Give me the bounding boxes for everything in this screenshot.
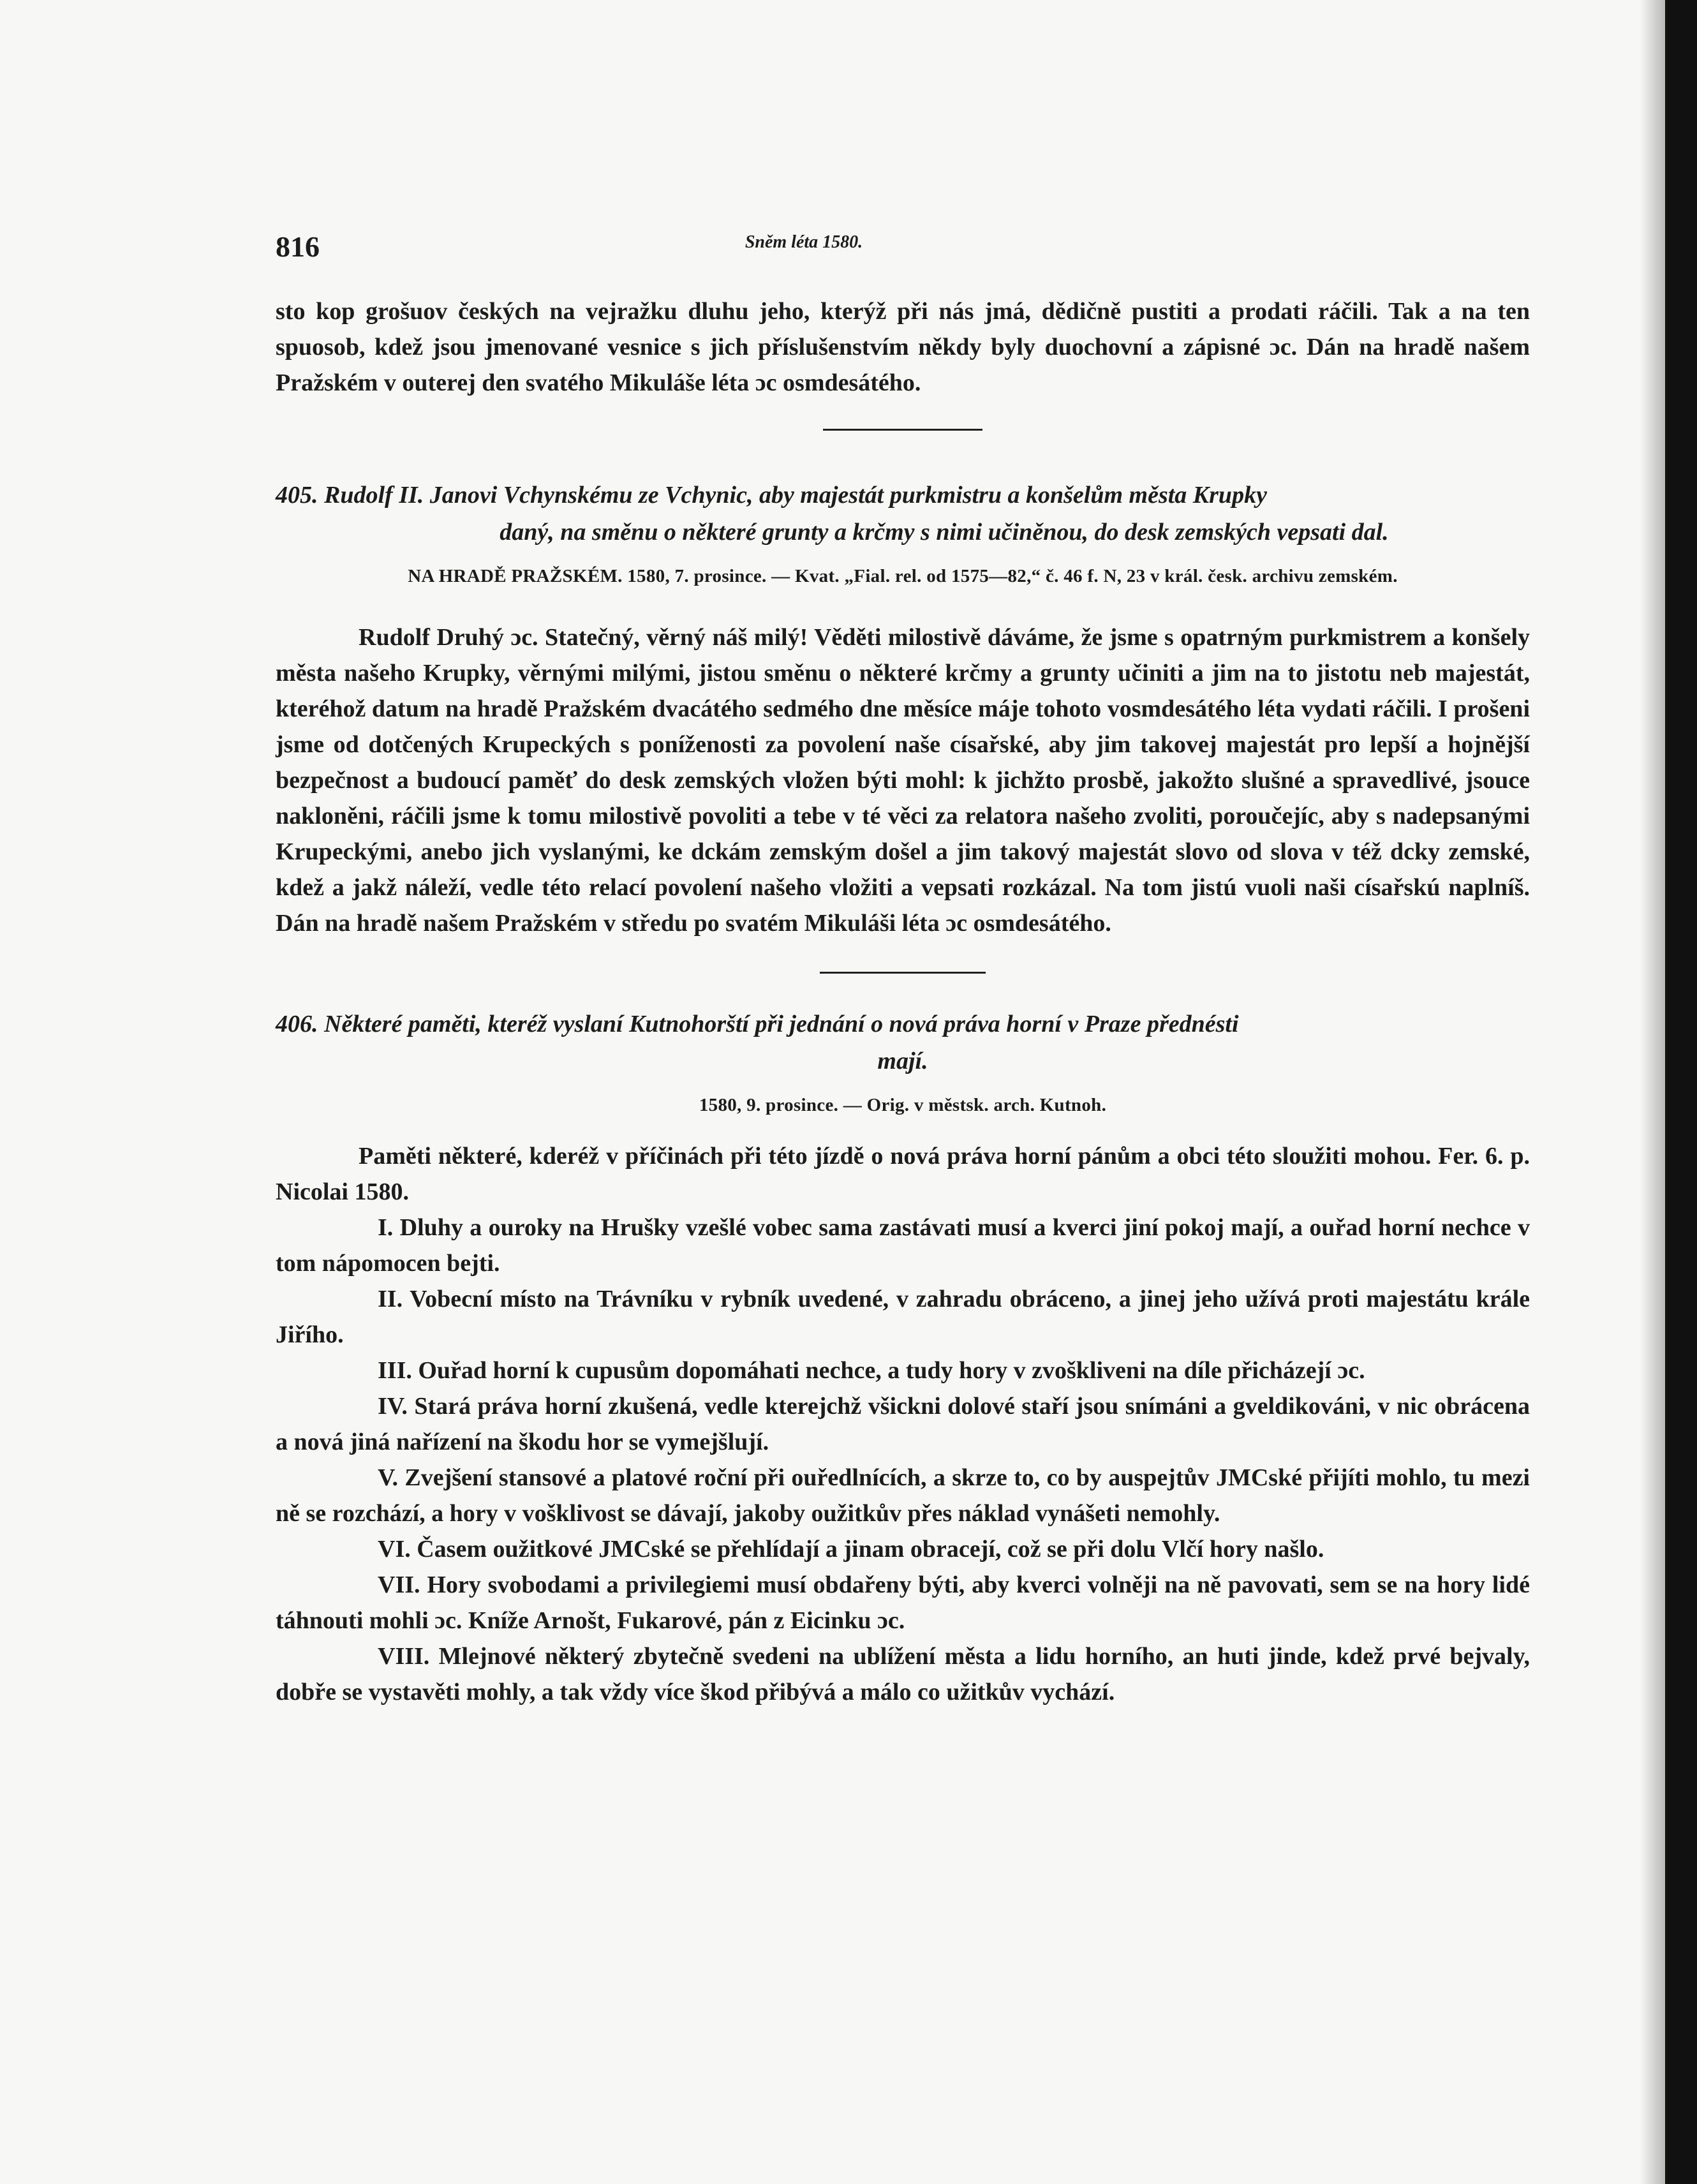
doc406-item: VI. Časem oužitkové JMCské se přehlídají a jinam obracejí, což se při dolu Vlčí hory našlo. xyxy=(378,1536,1324,1563)
doc406-title-line1: Některé paměti, kteréž vyslaní Kutnohorští při jednání o nová práva horní v Praze přednésti xyxy=(324,1011,1239,1037)
section-divider xyxy=(820,972,986,974)
page-edge-shadow xyxy=(1640,0,1665,2184)
document-405 xyxy=(276,477,1530,941)
doc406-source: 1580, 9. prosince. — Orig. v městsk. arch. Kutnoh. xyxy=(699,1095,1107,1115)
section-divider xyxy=(823,429,982,431)
doc406-item: V. Zvejšení stansové a platové roční při ouředlnících, a skrze to, co by auspejtův JMCské přijíti mohlo, tu mezi ně se rozchází, a hory v vošklivost se dávají, jakoby oužitkův přes náklad vynášeti nemohly. xyxy=(276,1464,1530,1527)
doc405-title-line1: Rudolf II. Janovi Vchynskému ze Vchynic, aby majestát purkmistru a konšelům města Krupky xyxy=(324,482,1267,509)
doc405-title-line2: daný, na směnu o některé grunty a krčmy s nimi učiněnou, do desk zemských vepsati dal. xyxy=(500,519,1389,546)
intro-paragraph: sto kop grošuov českých na vejražku dluhu jeho, kterýž při nás jmá, dědičně pustiti a prodati ráčili. Tak a na ten spuosob, kdež jsou jmenované vesnice s jich příslušenstvím někdy byly duochovní a zápisné ɔc. Dán na hradě našem Pražském v outerej den svatého Mikuláše léta ɔc osmdesátého. xyxy=(276,298,1530,396)
doc406-title-line2: mají. xyxy=(877,1048,928,1074)
doc406-heading xyxy=(276,1006,1530,1080)
doc406-item: III. Ouřad horní k cupusům dopomáhati nechce, a tudy hory v zvoškliveni na díle přicházejí ɔc. xyxy=(378,1357,1365,1384)
doc406-intro: Paměti některé, kderéž v příčinách při této jízdě o nová práva horní pánům a obci této sloužiti mohou. Fer. 6. p. Nicolai 1580. xyxy=(276,1143,1530,1205)
doc406-item: IV. Stará práva horní zkušená, vedle kterejchž všickni dolové staří jsou snímáni a gveldikováni, v nic obrácena a nová jiná nařízení na škodu hor se vymejšlují. xyxy=(276,1393,1530,1455)
doc406-item: VIII. Mlejnové některý zbytečně svedeni na ublížení města a lidu horního, an huti jinde, kdež prvé bejvaly, dobře se vystavěti mohly, a tak vždy více škod přibývá a málo co užitkův vychází. xyxy=(276,1643,1530,1705)
doc406-item: I. Dluhy a ouroky na Hrušky vzešlé vobec sama zastávati musí a kverci jiní pokoj mají, a ouřad horní nechce v tom nápomocen bejti. xyxy=(276,1214,1530,1277)
doc406-item: VII. Hory svobodami a privilegiemi musí obdařeny býti, aby kverci volněji na ně pavovati, sem se na hory lidé táhnouti mohli ɔc. Kníže Arnošt, Fukarové, pán z Eicinku ɔc. xyxy=(276,1571,1530,1634)
running-title: Sněm léta 1580. xyxy=(745,232,863,252)
doc406-item: II. Vobecní místo na Trávníku v rybník uvedené, v zahradu obráceno, a jinej jeho užívá proti majestátu krále Jiřího. xyxy=(276,1286,1530,1348)
doc406-number: 406. xyxy=(276,1011,318,1037)
doc405-source: NA HRADĚ PRAŽSKÉM. 1580, 7. prosince. — Kvat. „Fial. rel. od 1575—82,“ č. 46 f. N, 23 v král. česk. archivu zemském. xyxy=(408,566,1398,586)
page-header xyxy=(276,230,1530,274)
document-406 xyxy=(276,1006,1530,1710)
doc405-heading xyxy=(276,477,1530,551)
text-block xyxy=(276,230,1530,1710)
doc405-number: 405. xyxy=(276,482,318,509)
doc405-text: Rudolf Druhý ɔc. Statečný, věrný náš milý! Věděti milostivě dáváme, že jsme s opatrným purkmistrem a konšely města našeho Krupky, věrnými milými, jistou směnu o některé krčmy a grunty učiniti a jim na to jistotu neb majestát, kteréhož datum na hradě Pražském dvacátého sedmého dne měsíce máje tohoto vosmdesátého léta vydati ráčili. I prošeni jsme od dotčených Krupeckých s poníženosti za povolení naše císařské, aby jim takovej majestát pro lepší a hojnější bezpečnost a budoucí paměť do desk zemských vložen býti mohl: k jichžto prosbě, jakožto slušné a spravedlivé, jsouce nakloněni, ráčili jsme k tomu milostivě povoliti a tebe v té věci za relatora našeho zvoliti, poroučejíc, aby s nadepsanými Krupeckými, anebo jich vyslanými, ke dckám zemským došel a jim takový majestát slovo od slova v též dcky zemské, kdež a jakž náleží, vedle této relací povolení našeho vložiti a vepsati rozkázal. Na tom jistú vuoli naši císařskú naplníš. Dán na hradě našem Pražském v středu po svatém Mikuláši léta ɔc osmdesátého. xyxy=(276,624,1530,937)
page-number: 816 xyxy=(276,230,320,263)
